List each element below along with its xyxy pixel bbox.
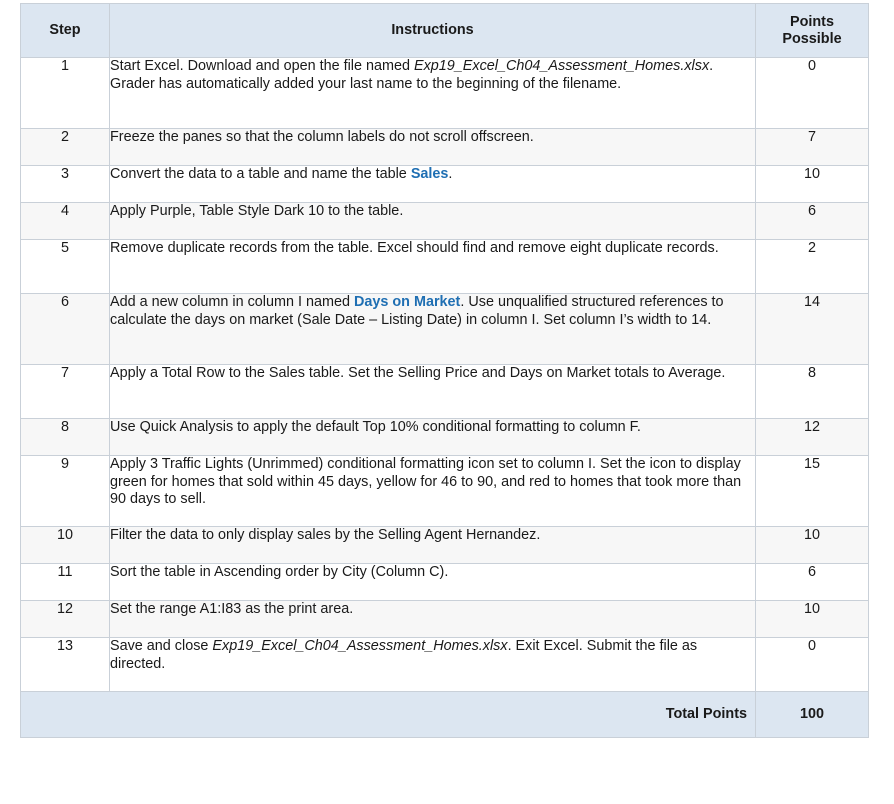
header-row	[21, 4, 869, 58]
step-number: 6	[21, 294, 110, 365]
step-number: 11	[21, 564, 110, 601]
table-row	[21, 240, 869, 294]
instruction-segment: Apply a Total Row to the Sales table. Set the Selling Price and Days on Market totals to Average.	[110, 365, 726, 381]
instruction-text	[110, 240, 756, 294]
instruction-segment: . Exit Excel. Submit the file as directed.	[110, 638, 698, 672]
grading-table	[20, 3, 869, 738]
table-row	[21, 419, 869, 456]
points-value: 10	[756, 527, 869, 564]
instruction-text	[110, 638, 756, 692]
points-value: 7	[756, 129, 869, 166]
instruction-segment: Sort the table in Ascending order by City (Column C).	[110, 564, 449, 580]
table-body	[21, 58, 869, 692]
instruction-content	[110, 294, 724, 328]
points-value: 12	[756, 419, 869, 456]
instruction-segment: Use Quick Analysis to apply the default Top 10% conditional formatting to column F.	[110, 419, 641, 435]
header-points-line1: Points	[790, 13, 834, 30]
step-number: 9	[21, 456, 110, 527]
instruction-segment: Freeze the panes so that the column labels do not scroll offscreen.	[110, 129, 534, 145]
keyword-highlight: Sales	[410, 166, 449, 182]
step-number: 4	[21, 203, 110, 240]
instruction-content	[110, 419, 641, 435]
instruction-content	[110, 365, 725, 381]
instruction-text	[110, 58, 756, 129]
points-value: 2	[756, 240, 869, 294]
step-number: 7	[21, 365, 110, 419]
filename-text: Exp19_Excel_Ch04_Assessment_Homes.xlsx	[414, 58, 710, 74]
instruction-segment: .	[448, 166, 453, 182]
total-row	[21, 692, 869, 738]
header-points-possible	[756, 4, 869, 58]
step-number: 2	[21, 129, 110, 166]
instruction-segment: Start Excel. Download and open the file named	[110, 58, 414, 74]
instruction-segment: Convert the data to a table and name the table	[110, 166, 411, 182]
instruction-content	[110, 203, 403, 219]
instruction-content	[110, 166, 452, 182]
instruction-content	[110, 58, 755, 93]
step-number: 10	[21, 527, 110, 564]
instruction-content	[110, 564, 448, 580]
points-value: 0	[756, 58, 869, 129]
keyword-highlight: Days on Market	[353, 294, 461, 310]
instruction-text	[110, 564, 756, 601]
instruction-segment: Set the range A1:I83 as the print area.	[110, 601, 354, 617]
table-row	[21, 129, 869, 166]
table-row	[21, 365, 869, 419]
table-row	[21, 564, 869, 601]
instruction-content	[110, 129, 534, 145]
step-number: 3	[21, 166, 110, 203]
table-row	[21, 294, 869, 365]
step-number: 12	[21, 601, 110, 638]
instruction-segment: . Grader has automatically added your last name to the beginning of the filename.	[110, 58, 714, 92]
instruction-segment: Apply Purple, Table Style Dark 10 to the table.	[110, 203, 404, 219]
header-instructions: Instructions	[110, 4, 756, 58]
instruction-content	[110, 456, 741, 507]
step-number: 5	[21, 240, 110, 294]
step-number: 1	[21, 58, 110, 129]
instruction-text	[110, 419, 756, 456]
instruction-text	[110, 456, 756, 527]
points-value: 0	[756, 638, 869, 692]
instruction-segment: . Use unqualified structured references to calculate the days on market (Sale Date – Listing Date) in column I. Set column I’s width to 14.	[110, 294, 724, 328]
filename-text: Exp19_Excel_Ch04_Assessment_Homes.xlsx	[212, 638, 508, 654]
table-row	[21, 601, 869, 638]
step-number: 8	[21, 419, 110, 456]
points-value: 14	[756, 294, 869, 365]
header-points-line2: Possible	[782, 30, 842, 47]
instruction-segment: Filter the data to only display sales by the Selling Agent Hernandez.	[110, 527, 541, 543]
instruction-content	[110, 240, 719, 256]
instruction-text	[110, 365, 756, 419]
points-value: 6	[756, 203, 869, 240]
table-row	[21, 58, 869, 129]
total-points-value: 100	[756, 692, 869, 738]
instruction-content	[110, 638, 697, 672]
points-value: 10	[756, 166, 869, 203]
table-row	[21, 203, 869, 240]
table-row	[21, 166, 869, 203]
instruction-content	[110, 527, 540, 543]
step-number: 13	[21, 638, 110, 692]
instruction-text	[110, 601, 756, 638]
table-row	[21, 456, 869, 527]
points-value: 6	[756, 564, 869, 601]
instruction-text	[110, 203, 756, 240]
points-value: 10	[756, 601, 869, 638]
instruction-segment: Apply 3 Traffic Lights (Unrimmed) conditional formatting icon set to column I. Set the icon to display green for homes that sold within 45 days, yellow for 46 to 90, and red to homes that took more than 90 days to sell.	[110, 456, 742, 508]
instruction-content	[110, 601, 353, 617]
instruction-segment: Remove duplicate records from the table. Excel should find and remove eight duplicate records.	[110, 240, 719, 256]
instruction-text	[110, 527, 756, 564]
instruction-text	[110, 294, 756, 365]
points-value: 15	[756, 456, 869, 527]
instruction-text	[110, 166, 756, 203]
instruction-text	[110, 129, 756, 166]
header-step: Step	[21, 4, 110, 58]
total-points-label: Total Points	[21, 692, 756, 738]
instruction-segment: Save and close	[110, 638, 213, 654]
table-row	[21, 527, 869, 564]
instruction-segment: Add a new column in column I named	[110, 294, 354, 310]
points-value: 8	[756, 365, 869, 419]
table-row	[21, 638, 869, 692]
